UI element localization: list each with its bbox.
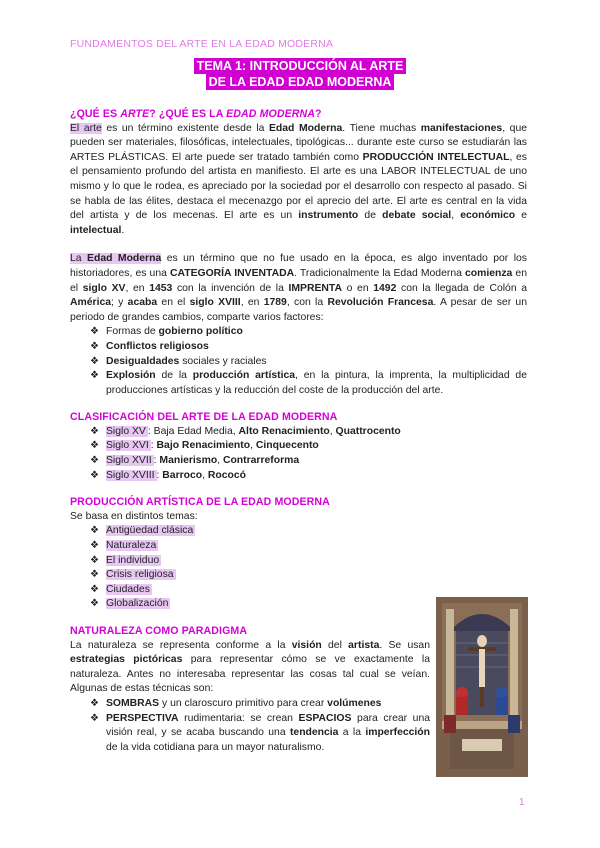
section-title-part: ? ¿QUÉ ES LA [149, 108, 227, 120]
bold-term: 1492 [373, 282, 397, 294]
text-run: a la [338, 727, 366, 739]
text-run: , [250, 440, 256, 452]
text-run: en el [157, 297, 190, 309]
diamond-bullet-icon: ❖ [90, 540, 99, 552]
page-number: 1 [519, 797, 525, 808]
highlighted-term: Antigüedad clásica [106, 525, 194, 537]
text-run: y un claroscuro primitivo para crear [159, 697, 328, 709]
title-line-1: TEMA 1: INTRODUCCIÓN AL ARTE [194, 58, 407, 74]
text-run: , [451, 210, 461, 222]
bold-term: Rococó [207, 469, 247, 481]
bold-term: manifestaciones [420, 122, 503, 134]
bold-term: América [70, 297, 112, 309]
text-run: , en [240, 297, 264, 309]
list-item [90, 568, 527, 583]
highlighted-term: Siglo XV [106, 425, 146, 437]
page-title [0, 58, 600, 90]
diamond-bullet-icon: ❖ [90, 525, 99, 537]
section-title-production: PRODUCCIÓN ARTÍSTICA DE LA EDAD MODERNA [70, 496, 330, 509]
text-run: , que pueden ser materiales, filosóficas, intelectuales, tipológicas... durante este curso se estudiarán las ARTES PLÁSTICAS. El arte puede ser tratado también como [70, 122, 527, 163]
text-run: , con la [286, 297, 328, 309]
list-item [90, 524, 527, 539]
diamond-bullet-icon: ❖ [90, 355, 99, 367]
highlighted-term: Globalización [106, 598, 169, 610]
bold-term: acaba [127, 297, 158, 309]
bold-term: Quattrocento [335, 425, 401, 437]
highlighted-term: Siglo XVII [106, 455, 152, 467]
trinity-fresco-image [436, 597, 528, 777]
factors-list [70, 325, 527, 398]
list-item [90, 325, 527, 340]
highlighted-term: La [70, 253, 88, 265]
bold-term: 1789 [263, 297, 287, 309]
highlighted-term: Siglo XVI [106, 440, 149, 452]
text-run: ; y [111, 297, 128, 309]
highlighted-term: Edad Moderna [87, 253, 162, 265]
diamond-bullet-icon: ❖ [90, 554, 99, 566]
text-run: : Baja Edad Media, [147, 425, 239, 437]
text-run: rudimentaria: se crean [178, 712, 299, 724]
diamond-bullet-icon: ❖ [90, 469, 99, 481]
diamond-bullet-icon: ❖ [90, 340, 99, 352]
bold-term: Edad Moderna [269, 122, 343, 134]
list-item [90, 425, 527, 440]
text-run: : [150, 440, 157, 452]
bold-term: Revolución Francesa [327, 297, 434, 309]
text-run: en el [70, 267, 527, 294]
text-run: para representar cómo se ve exactamente la naturaleza. Antes no interesaba representar las cosas tal cual se veían. Algunas de estas técnicas son: [70, 654, 430, 695]
text-run: del [321, 639, 349, 651]
list-item [90, 355, 527, 370]
bold-term: Desigualdades [106, 355, 180, 367]
text-run: , en [125, 282, 150, 294]
text-run: : [156, 469, 163, 481]
list-item [90, 369, 527, 398]
bold-term: económico [460, 210, 516, 222]
bold-term: CATEGORÍA INVENTADA [169, 267, 295, 279]
bold-term: Contrarreforma [222, 455, 300, 467]
bold-term: imperfección [365, 727, 431, 739]
bold-term: siglo XVIII [189, 297, 241, 309]
text-run: de [358, 210, 383, 222]
text-run: es un término existente desde la [101, 122, 269, 134]
list-item [90, 697, 430, 712]
production-intro: Se basa en distintos temas: [70, 510, 198, 522]
running-header: FUNDAMENTOS DEL ARTE EN LA EDAD MODERNA [70, 38, 334, 50]
bold-term: Alto Renacimiento [238, 425, 330, 437]
bold-term: visión [291, 639, 322, 651]
diamond-bullet-icon: ❖ [90, 440, 99, 452]
bold-term: comienza [464, 267, 513, 279]
diamond-bullet-icon: ❖ [90, 455, 99, 467]
bold-term: intelectual [70, 224, 122, 236]
section-title-part: ? [315, 108, 322, 120]
bold-term: IMPRENTA [288, 282, 343, 294]
bold-term: producción artística [192, 370, 296, 382]
list-item [90, 583, 527, 598]
highlighted-term: Ciudades [106, 583, 150, 595]
text-run: de la vida cotidiana para un mayor naturalismo. [106, 741, 325, 753]
bold-term: estrategias pictóricas [70, 654, 183, 666]
bold-term: SOMBRAS [106, 697, 160, 709]
list-item [90, 469, 527, 484]
text-run: . [121, 224, 125, 236]
bold-term: gobierno político [158, 326, 243, 338]
text-run: . Tradicionalmente la Edad Moderna [294, 267, 465, 279]
diamond-bullet-icon: ❖ [90, 712, 99, 724]
text-run: : [153, 455, 160, 467]
text-run: La naturaleza se representa conforme a la [70, 639, 292, 651]
bold-term: Explosión [106, 370, 156, 382]
nature-section [70, 624, 430, 755]
bold-term: instrumento [298, 210, 359, 222]
bold-term: Conflictos religiosos [106, 340, 209, 352]
bold-term: Barroco [162, 469, 203, 481]
bold-term: Cinquecento [255, 440, 319, 452]
fresco-illustration [436, 597, 528, 777]
highlighted-term: Naturaleza [106, 540, 157, 552]
bold-term: siglo XV [82, 282, 126, 294]
section-title-what-is-art [70, 107, 527, 122]
bold-term: Manierismo [159, 455, 218, 467]
list-item [90, 554, 527, 569]
text-run: . A pesar de ser un periodo de grandes cambios, comparte varios factores: [70, 297, 527, 323]
section-title-nature: NATURALEZA COMO PARADIGMA [70, 625, 248, 637]
list-item [90, 340, 527, 355]
bold-term: debate social [382, 210, 452, 222]
text-run: , en la pintura, la imprenta, la multiplicidad de producciones artísticas y la reducción del coste de la producción del arte. [106, 370, 527, 396]
diamond-bullet-icon: ❖ [90, 569, 99, 581]
diamond-bullet-icon: ❖ [90, 370, 99, 382]
list-item [90, 539, 527, 554]
text-run: . Tiene muchas [342, 122, 421, 134]
text-run: es un término que no fue usado en la época, es algo inventado por los historiadores, es una [70, 253, 527, 279]
text-run: e [515, 210, 528, 222]
text-run: . Se usan [379, 639, 430, 651]
highlighted-term: Crisis religiosa [106, 569, 174, 581]
section-title-part: ¿QUÉ ES [70, 108, 121, 120]
bold-term: Bajo Renacimiento [156, 440, 251, 452]
list-item [90, 439, 527, 454]
bold-term: PRODUCCIÓN INTELECTUAL [362, 151, 510, 163]
text-run: sociales y raciales [179, 355, 267, 367]
paragraph-modern-age [70, 252, 527, 325]
bold-term: PERSPECTIVA [106, 712, 179, 724]
text-run: para crear una visión real, y se acaba buscando una [106, 712, 431, 739]
text-run: , es el pensamiento profundo del artista en manifiesto. El arte es una LABOR INTELECTUAL de uno mismo y lo que le rodea, es apreciado por la sociedad por el desarrollo con respecto al pasado. Si se habla de las élites, destaca el mecenazgo por el aprecio del arte. El arte es central en la vida del artista y de los mecenas. El arte es un [70, 151, 528, 222]
text-run: , [329, 425, 336, 437]
text-run: o en [342, 282, 374, 294]
bold-term: tendencia [289, 727, 339, 739]
section-title-part: ARTE [120, 108, 150, 120]
classification-list [70, 425, 527, 483]
paragraph-art-definition [70, 122, 527, 239]
text-run: con la invención de la [172, 282, 289, 294]
list-item [90, 712, 430, 756]
bold-term: ESPACIOS [298, 712, 352, 724]
highlighted-term: Siglo XVIII [106, 469, 155, 481]
diamond-bullet-icon: ❖ [90, 326, 99, 338]
diamond-bullet-icon: ❖ [90, 425, 99, 437]
title-line-2: DE LA EDAD EDAD MODERNA [206, 74, 395, 90]
highlighted-term: El arte [70, 122, 102, 134]
diamond-bullet-icon: ❖ [90, 583, 99, 595]
techniques-list [70, 697, 430, 755]
bold-term: artista [348, 639, 380, 651]
highlighted-term: El individuo [106, 554, 160, 566]
text-run: , [202, 469, 208, 481]
bold-term: 1453 [149, 282, 173, 294]
section-title-part: EDAD MODERNA [226, 108, 316, 120]
text-run: con la llegada de Colón a [396, 282, 528, 294]
text-run: , [217, 455, 223, 467]
diamond-bullet-icon: ❖ [90, 598, 99, 610]
paragraph-nature [70, 639, 430, 697]
diamond-bullet-icon: ❖ [90, 697, 99, 709]
text-run: de la [155, 370, 193, 382]
bold-term: volúmenes [327, 697, 382, 709]
list-item [90, 454, 527, 469]
section-title-classification: CLASIFICACIÓN DEL ARTE DE LA EDAD MODERNA [70, 411, 338, 424]
text-run: Formas de [106, 326, 159, 338]
